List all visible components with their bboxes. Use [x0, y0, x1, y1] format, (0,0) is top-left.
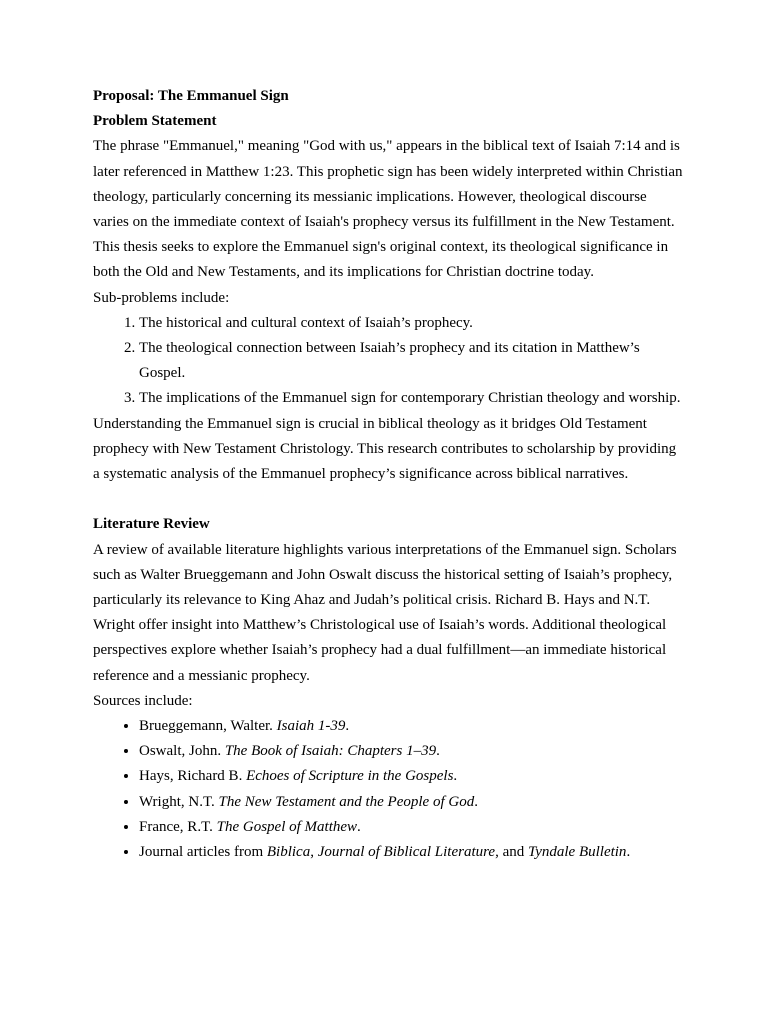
problem-statement-paragraph: The phrase "Emmanuel," meaning "God with us," appears in the biblical text of Isaiah 7:14 and is later referenced in Matthew 1:23. This prophetic sign has been widely interpreted within Christian theology, particularly concerning its messianic implications. However, theological discourse varies on the immediate context of Isaiah's prophecy versus its fulfillment in the New Testament. This thesis seeks to explore the Emmanuel sign's original context, its theological significance in both the Old and New Testaments, and its implications for Christian doctrine today. — [93, 138, 683, 281]
document-title: Proposal: The Emmanuel Sign — [93, 88, 289, 104]
journals-end: . — [626, 844, 631, 861]
source-end: . — [357, 818, 361, 835]
source-work: The Book of Isaiah: Chapters 1–39 — [224, 743, 437, 760]
journal-biblica: Biblica — [266, 844, 311, 861]
problem-statement-closing: Understanding the Emmanuel sign is crucial in biblical theology as it bridges Old Testament prophecy with New Testament Christology. This research contributes to scholarship by providing a systematic analysis of the Emmanuel prophecy’s significance across biblical narratives. — [93, 415, 677, 483]
journal-tyndale: Tyndale Bulletin — [527, 844, 627, 861]
source-author: Oswalt, John. — [139, 743, 225, 760]
journal-jbl: Journal of Biblical Literature — [317, 844, 496, 861]
document-page — [93, 84, 683, 865]
source-end: . — [474, 793, 478, 810]
subproblems-list — [93, 311, 683, 412]
source-item — [139, 815, 683, 840]
source-author: France, R.T. — [139, 818, 217, 835]
section-spacer — [93, 487, 683, 512]
journals-sep: , — [310, 844, 318, 861]
journals-sep: , and — [495, 844, 528, 861]
subproblem-item: 3. The implications of the Emmanuel sign for contemporary Christian theology and worship. — [139, 386, 683, 411]
problem-statement-heading: Problem Statement — [93, 113, 217, 130]
source-end: . — [436, 743, 440, 760]
source-author: Wright, N.T. — [139, 793, 219, 810]
source-work: The Gospel of Matthew — [216, 818, 358, 835]
subproblem-item: 1. The historical and cultural context of Isaiah’s prophecy. — [139, 311, 683, 336]
source-author: Brueggemann, Walter. — [139, 718, 277, 735]
source-author: Hays, Richard B. — [139, 768, 247, 785]
source-end: . — [453, 768, 458, 785]
sources-list — [93, 714, 683, 865]
journals-prefix: Journal articles from — [139, 844, 267, 861]
source-work: Echoes of Scripture in the Gospels — [246, 768, 454, 785]
source-work: The New Testament and the People of God — [218, 793, 475, 810]
source-item — [139, 790, 683, 815]
subproblem-item: 2. The theological connection between Isaiah’s prophecy and its citation in Matthew’s Gospel. — [139, 336, 683, 386]
source-item — [139, 739, 683, 764]
source-item — [139, 764, 683, 789]
sources-intro: Sources include: — [93, 692, 193, 709]
subproblems-intro: Sub-problems include: — [93, 289, 230, 306]
source-work: Isaiah 1-39 — [276, 718, 346, 735]
source-item-journals — [139, 840, 683, 865]
literature-review-heading: Literature Review — [93, 516, 210, 533]
literature-review-paragraph: A review of available literature highlights various interpretations of the Emmanuel sign. Scholars such as Walter Brueggemann and John Oswalt discuss the historical setting of Isaiah’s prophecy, particularly its relevance to King Ahaz and Judah’s political crisis. Richard B. Hays and N.T. Wright offer insight into Matthew’s Christological use of Isaiah’s words. Additional theological perspectives explore whether Isaiah’s prophecy had a dual fulfillment—an immediate historical reference and a messianic prophecy. — [93, 541, 677, 684]
source-end: . — [345, 718, 350, 735]
source-item — [139, 714, 683, 739]
